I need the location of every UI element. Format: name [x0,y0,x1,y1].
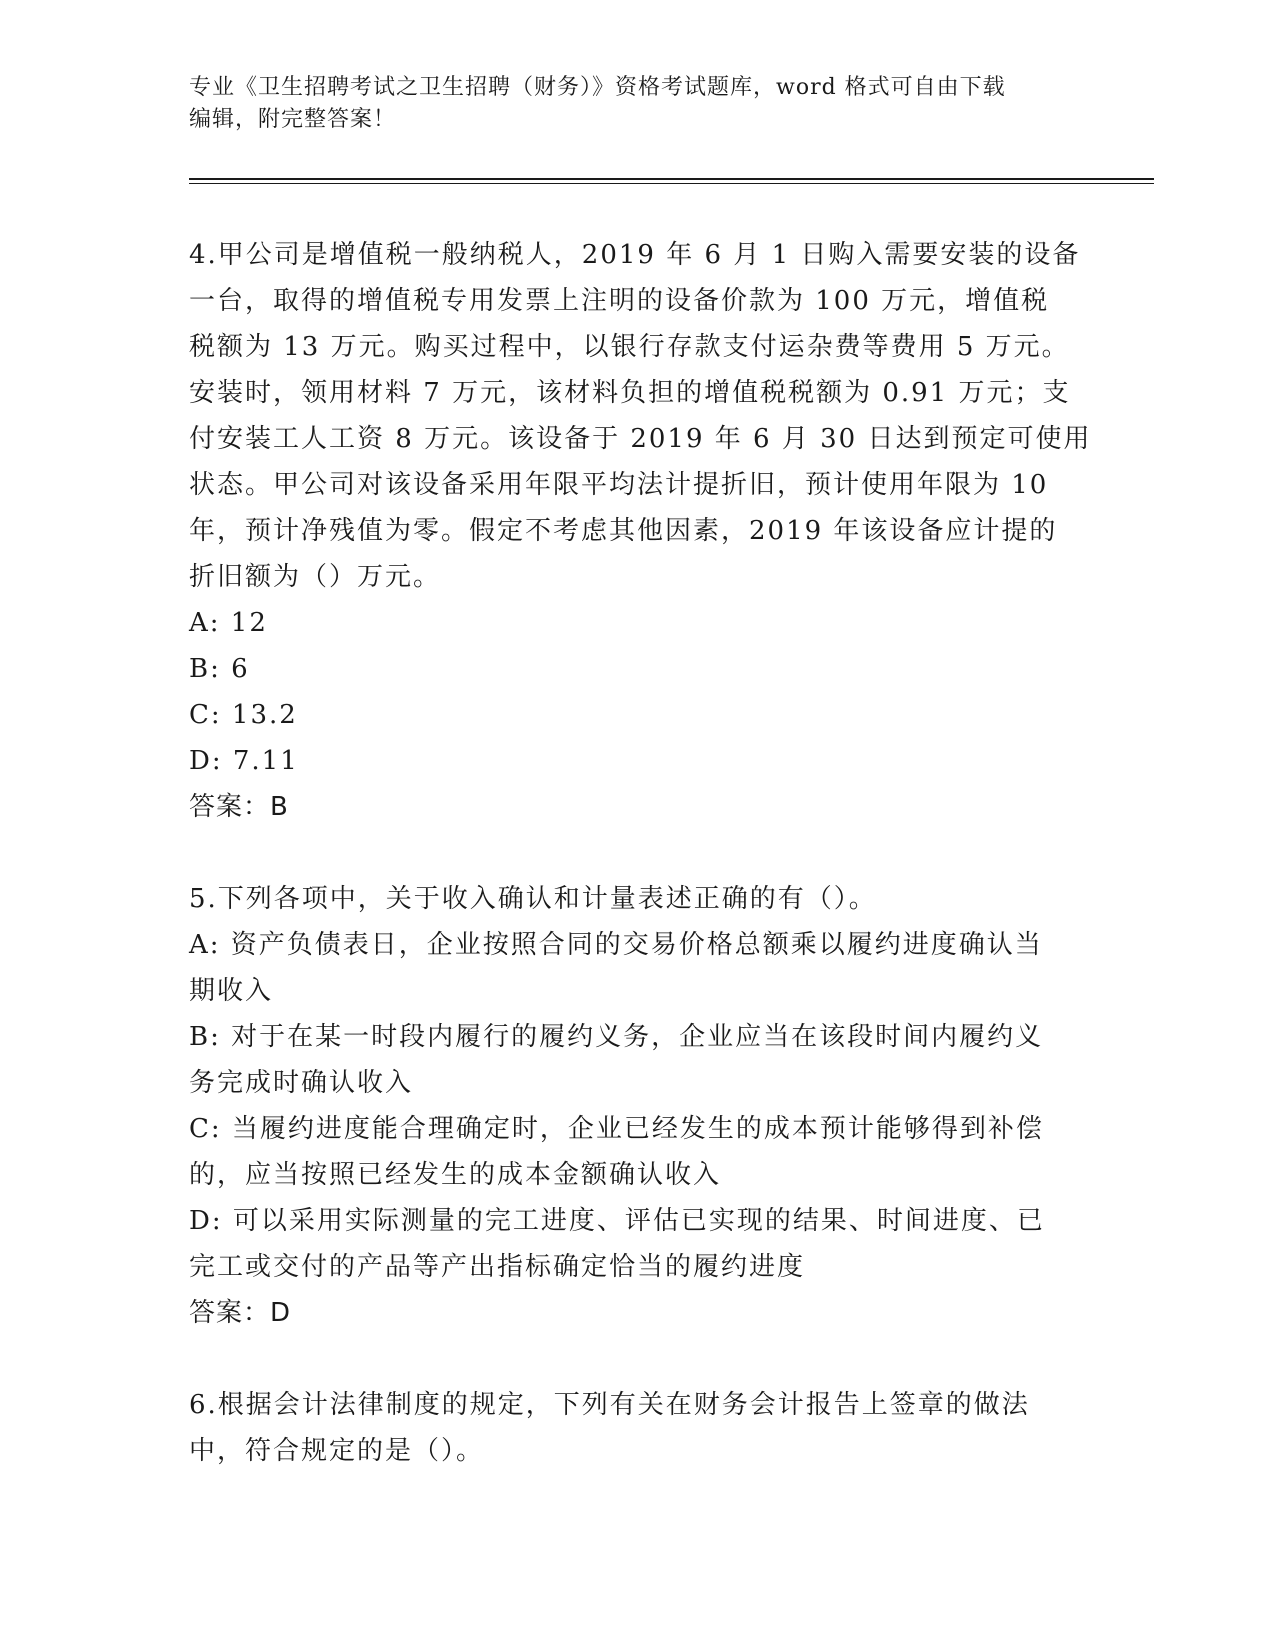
answer-key: 答案：D [189,1298,292,1328]
question-block [189,232,1092,830]
header-line-1: 专业《卫生招聘考试之卫生招聘（财务）》资格考试题库，word 格式可自由下载 [189,75,1006,100]
answer-option-line: A: 12 [189,608,268,638]
answer-option-line: C: 当履约进度能合理确定时，企业已经发生的成本预计能够得到补偿 [189,1114,1044,1144]
document-header [189,72,1089,136]
answer-option-line: 的，应当按照已经发生的成本金额确认收入 [189,1160,722,1190]
question-block [189,1382,1089,1474]
question-stem-line: 一台，取得的增值税专用发票上注明的设备价款为 100 万元，增值税 [189,286,1050,316]
answer-option-line: C: 13.2 [189,700,298,730]
answer-option [189,1014,1089,1106]
question-block [189,876,1089,1336]
question-stem-line: 年，预计净残值为零。假定不考虑其他因素，2019 年该设备应计提的 [189,516,1058,546]
header-divider-thin [189,183,1154,184]
answer-key: 答案：B [189,792,289,822]
question-stem-line: 6.根据会计法律制度的规定，下列有关在财务会计报告上签章的做法 [189,1390,1030,1420]
question-stem-line: 安装时，领用材料 7 万元，该材料负担的增值税税额为 0.91 万元；支 [189,378,1071,408]
question-stem-line: 中，符合规定的是（）。 [189,1436,485,1466]
answer-option [189,646,1089,692]
question-stem-line: 5.下列各项中，关于收入确认和计量表述正确的有（）。 [189,884,877,914]
answer-option-line: D: 可以采用实际测量的完工进度、评估已实现的结果、时间进度、已 [189,1206,1045,1236]
answer-option-line: B: 6 [189,654,250,684]
answer-option [189,600,1089,646]
question-stem-line: 付安装工人工资 8 万元。该设备于 2019 年 6 月 30 日达到预定可使用 [189,424,1092,454]
answer-option [189,738,1089,784]
question-stem-line: 状态。甲公司对该设备采用年限平均法计提折旧，预计使用年限为 10 [189,470,1049,500]
question-list [189,232,1092,1474]
answer-option [189,1198,1089,1290]
answer-option-line: A: 资产负债表日，企业按照合同的交易价格总额乘以履约进度确认当 [189,930,1043,960]
question-spacer [189,1336,1089,1382]
header-divider-thick [189,178,1154,180]
answer-option [189,922,1089,1014]
answer-option-line: 完工或交付的产品等产出指标确定恰当的履约进度 [189,1252,806,1282]
answer-option-line: B: 对于在某一时段内履行的履约义务，企业应当在该段时间内履约义 [189,1022,1044,1052]
header-line-2: 编辑，附完整答案！ [189,107,397,132]
answer-option-line: D: 7.11 [189,746,299,776]
answer-option-line: 期收入 [189,976,274,1006]
question-spacer [189,830,1089,876]
question-stem-line: 折旧额为（）万元。 [189,562,442,592]
answer-option-line: 务完成时确认收入 [189,1068,414,1098]
question-stem-line: 税额为 13 万元。购买过程中，以银行存款支付运杂费等费用 5 万元。 [189,332,1070,362]
question-stem-line: 4.甲公司是增值税一般纳税人，2019 年 6 月 1 日购入需要安装的设备 [189,240,1081,270]
answer-option [189,1106,1089,1198]
answer-option [189,692,1089,738]
